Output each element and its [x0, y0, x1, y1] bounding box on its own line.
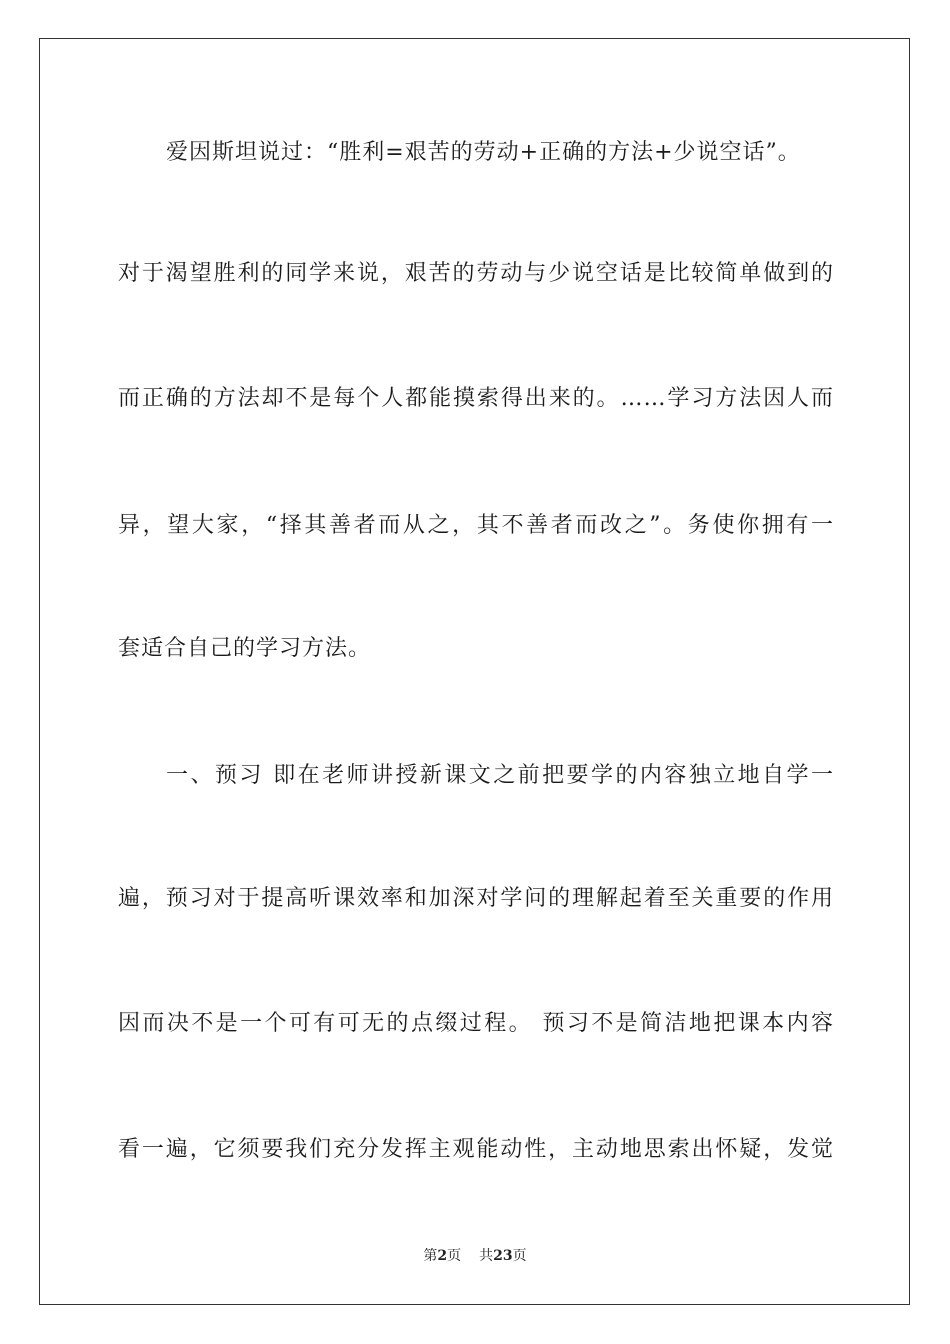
page-frame [39, 38, 910, 1305]
page-footer [0, 1247, 950, 1265]
text-line-4: 异，望大家，“择其善者而从之，其不善者而改之”。务使你拥有一 [118, 513, 834, 538]
page-suffix: 页 [447, 1248, 462, 1264]
text-line-8: 因而决不是一个可有可无的点缀过程。 预习不是简洁地把课本内容 [118, 1011, 834, 1036]
text-line-2: 对于渴望胜利的同学来说，艰苦的劳动与少说空话是比较简单做到的 [118, 261, 834, 286]
text-line-7: 遍，预习对于提高听课效率和加深对学问的理解起着至关重要的作用 [118, 886, 834, 911]
total-suffix: 页 [512, 1248, 527, 1264]
text-line-1: 爱因斯坦说过：“胜利=艰苦的劳动+正确的方法+少说空话”。 [166, 140, 801, 165]
total-pages: 23 [493, 1248, 513, 1264]
text-line-9: 看一遍，它须要我们充分发挥主观能动性，主动地思索出怀疑，发觉 [118, 1137, 834, 1162]
total-prefix: 共 [479, 1248, 494, 1264]
text-line-5: 套适合自己的学习方法。 [118, 636, 372, 661]
text-line-6: 一、预习 即在老师讲授新课文之前把要学的内容独立地自学一 [166, 763, 834, 788]
page-number: 2 [437, 1248, 448, 1264]
page-prefix: 第 [423, 1248, 438, 1264]
text-line-3: 而正确的方法却不是每个人都能摸索得出来的。……学习方法因人而 [118, 386, 834, 411]
